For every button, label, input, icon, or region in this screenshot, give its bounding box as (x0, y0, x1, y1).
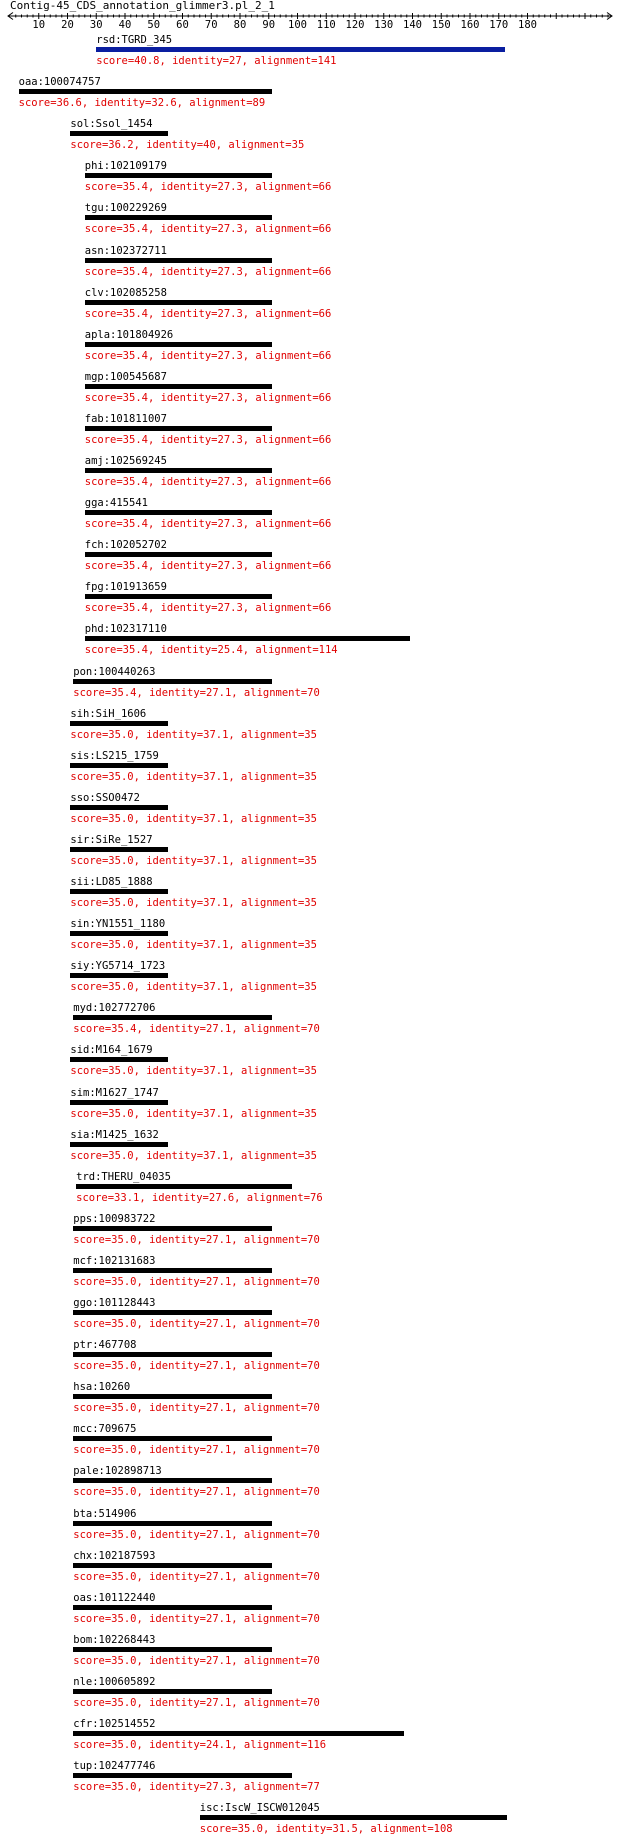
hit-track (0, 371, 620, 407)
hit-track (0, 1676, 620, 1712)
hit-name[interactable]: fpg:101913659 (84, 581, 167, 594)
alignment-bar[interactable] (73, 1731, 404, 1736)
hit-name[interactable]: sin:YN1551_1180 (70, 918, 166, 931)
hit-score: score=35.4, identity=27.3, alignment=66 (84, 307, 332, 320)
ruler-tick-label: 140 (403, 19, 422, 31)
hit-track (0, 202, 620, 238)
page-title: Contig-45_CDS_annotation_glimmer3.pl_2_1 (10, 0, 275, 12)
hit-name[interactable]: trd:THERU_04035 (76, 1170, 171, 1183)
alignment-bar[interactable] (76, 1184, 292, 1189)
alignment-bar[interactable] (70, 973, 168, 978)
hit-track (0, 1297, 620, 1333)
hit-name[interactable]: ptr:467708 (73, 1339, 137, 1352)
ruler-tick-label: 120 (345, 19, 365, 31)
hit-track (0, 581, 620, 617)
ruler-tick-label: 180 (518, 19, 537, 31)
hit-track (0, 455, 620, 491)
hit-name[interactable]: mgp:100545687 (84, 370, 167, 383)
hit-name[interactable]: fab:101811007 (84, 412, 167, 425)
alignment-bar[interactable] (85, 510, 272, 515)
alignment-bar[interactable] (85, 215, 272, 220)
hit-name[interactable]: pps:100983722 (73, 1212, 156, 1225)
hit-name[interactable]: bom:102268443 (73, 1633, 156, 1646)
alignment-bar[interactable] (73, 1689, 271, 1694)
hit-score: score=35.4, identity=27.3, alignment=66 (84, 560, 332, 573)
ruler-tick-label: 80 (233, 19, 247, 31)
hit-track (0, 1381, 620, 1417)
hit-track (0, 1465, 620, 1501)
hit-name[interactable]: hsa:10260 (73, 1381, 131, 1394)
ruler-tick-label: 110 (316, 19, 336, 31)
hit-name[interactable]: pale:102898713 (73, 1465, 162, 1478)
ruler-tick-label: 50 (147, 19, 161, 31)
ruler-tick-label: 60 (176, 19, 189, 31)
hit-name[interactable]: sso:SSO0472 (70, 791, 140, 804)
hit-track (0, 34, 620, 70)
hit-name[interactable]: sis:LS215_1759 (70, 749, 159, 762)
alignment-bar[interactable] (73, 679, 271, 684)
hit-name[interactable]: bta:514906 (73, 1507, 137, 1520)
alignment-bar[interactable] (70, 1057, 168, 1062)
hit-track (0, 623, 620, 659)
hit-score: score=35.0, identity=37.1, alignment=35 (70, 897, 317, 909)
alignment-bar[interactable] (73, 1647, 271, 1652)
hit-name[interactable]: mcc:709675 (73, 1423, 137, 1436)
hit-score: score=35.4, identity=27.3, alignment=66 (84, 223, 332, 236)
hit-name[interactable]: asn:102372711 (84, 244, 167, 257)
alignment-bar[interactable] (85, 300, 272, 305)
hit-track (0, 666, 620, 702)
hit-track (0, 245, 620, 281)
hit-score: score=35.0, identity=27.1, alignment=70 (73, 1318, 320, 1330)
hit-score: score=35.4, identity=25.4, alignment=114 (84, 644, 338, 657)
alignment-bar[interactable] (70, 1142, 168, 1147)
hit-name[interactable]: ggo:101128443 (73, 1297, 156, 1309)
hit-name[interactable]: phd:102317110 (84, 623, 167, 636)
ruler-tick-label: 70 (204, 19, 218, 31)
hit-score: score=35.0, identity=37.1, alignment=35 (70, 1107, 317, 1120)
hit-name[interactable]: phi:102109179 (84, 160, 167, 173)
alignment-bar[interactable] (73, 1015, 271, 1020)
alignment-bar[interactable] (85, 173, 272, 178)
ruler-tick-label: 20 (61, 19, 74, 31)
alignment-bar[interactable] (70, 931, 168, 936)
hit-score: score=40.8, identity=27, alignment=141 (96, 55, 337, 67)
hit-track (0, 1718, 620, 1754)
hit-name[interactable]: oas:101122440 (73, 1591, 156, 1604)
hit-name[interactable]: sii:LD85_1888 (70, 876, 153, 888)
hit-score: score=35.0, identity=27.1, alignment=70 (73, 1444, 320, 1457)
hit-track (0, 413, 620, 449)
hit-track (0, 76, 620, 112)
hit-name[interactable]: chx:102187593 (73, 1549, 156, 1562)
alignment-bar[interactable] (73, 1605, 271, 1610)
ruler-tick-label: 40 (118, 19, 132, 31)
hit-track (0, 1002, 620, 1038)
hit-name[interactable]: sim:M1627_1747 (70, 1086, 159, 1099)
hit-score: score=35.4, identity=27.3, alignment=66 (84, 433, 332, 446)
hit-track (0, 1423, 620, 1459)
hit-score: score=35.4, identity=27.3, alignment=66 (84, 391, 332, 404)
hit-score: score=35.4, identity=27.3, alignment=66 (84, 265, 332, 278)
hit-score: score=35.0, identity=27.1, alignment=70 (73, 1570, 320, 1583)
hit-track (0, 708, 620, 744)
hit-name[interactable]: mcf:102131683 (73, 1254, 156, 1267)
alignment-bar[interactable] (73, 1268, 271, 1273)
hit-track (0, 1087, 620, 1123)
alignment-bar[interactable] (70, 889, 168, 894)
hit-name[interactable]: fch:102052702 (84, 539, 167, 552)
alignment-bar[interactable] (73, 1436, 271, 1441)
hit-score: score=35.0, identity=37.1, alignment=35 (70, 939, 317, 952)
hit-score: score=35.0, identity=37.1, alignment=35 (70, 981, 317, 994)
hit-track (0, 1171, 620, 1207)
hit-name[interactable]: cfr:102514552 (73, 1718, 156, 1730)
hit-score: score=35.0, identity=24.1, alignment=116 (73, 1739, 327, 1751)
ruler-tick-label: 170 (489, 19, 509, 31)
hit-name[interactable]: sid:M164_1679 (70, 1044, 153, 1057)
hit-score: score=35.0, identity=37.1, alignment=35 (70, 1065, 317, 1078)
alignment-bar[interactable] (70, 1100, 168, 1105)
hit-track (0, 792, 620, 828)
ruler-tick-label: 30 (89, 19, 103, 31)
hit-score: score=36.6, identity=32.6, alignment=89 (18, 97, 266, 110)
hit-name[interactable]: pon:100440263 (73, 665, 156, 678)
hit-score: score=35.0, identity=37.1, alignment=35 (70, 854, 317, 867)
hit-track (0, 329, 620, 365)
alignment-bar[interactable] (70, 847, 168, 852)
hit-name[interactable]: apla:101804926 (84, 328, 174, 341)
hit-name[interactable]: sia:M1425_1632 (70, 1128, 159, 1141)
alignment-bar[interactable] (85, 636, 410, 641)
ruler-tick-label: 100 (288, 19, 307, 31)
ruler-tick-label: 10 (32, 19, 46, 31)
hit-name[interactable]: isc:IscW_ISCW012045 (199, 1802, 320, 1815)
alignment-bar[interactable] (19, 89, 272, 94)
hit-track (0, 1508, 620, 1544)
hit-name[interactable]: sir:SiRe_1527 (70, 833, 153, 846)
hit-name[interactable]: clv:102085258 (84, 286, 167, 299)
hit-score: score=36.2, identity=40, alignment=35 (70, 139, 305, 152)
hit-track (0, 1592, 620, 1628)
hit-name[interactable]: rsd:TGRD_345 (96, 34, 173, 46)
hit-name[interactable]: siy:YG5714_1723 (70, 960, 166, 973)
alignment-bar[interactable] (85, 258, 272, 263)
alignment-bar[interactable] (96, 47, 504, 52)
hit-track (0, 497, 620, 533)
ruler-tick-label: 160 (460, 19, 480, 31)
hit-track (0, 1760, 620, 1796)
hit-name[interactable]: amj:102569245 (84, 455, 167, 467)
hit-track (0, 834, 620, 870)
hit-score: score=35.4, identity=27.1, alignment=70 (73, 1023, 320, 1036)
alignment-bar[interactable] (73, 1773, 292, 1778)
hit-score: score=35.4, identity=27.3, alignment=66 (84, 602, 332, 615)
hit-score: score=35.4, identity=27.1, alignment=70 (73, 686, 320, 699)
hit-score: score=35.0, identity=27.1, alignment=70 (73, 1275, 320, 1288)
hit-score: score=35.4, identity=27.3, alignment=66 (84, 476, 332, 488)
alignment-bar[interactable] (85, 594, 272, 599)
hit-score: score=35.0, identity=27.1, alignment=70 (73, 1360, 320, 1373)
hit-score: score=35.4, identity=27.3, alignment=66 (84, 349, 332, 362)
hit-score: score=35.0, identity=31.5, alignment=108 (199, 1823, 453, 1836)
hit-name[interactable]: gga:415541 (84, 497, 148, 510)
hit-score: score=35.4, identity=27.3, alignment=66 (84, 518, 332, 531)
alignment-bar[interactable] (85, 468, 272, 473)
hit-track (0, 1802, 620, 1838)
hit-score: score=33.1, identity=27.6, alignment=76 (76, 1191, 323, 1204)
alignment-bar[interactable] (70, 805, 168, 810)
alignment-bar[interactable] (85, 552, 272, 557)
hit-name[interactable]: sih:SiH_1606 (70, 707, 147, 720)
alignment-bar[interactable] (73, 1352, 271, 1357)
alignment-bar[interactable] (85, 384, 272, 389)
hit-name[interactable]: nle:100605892 (73, 1675, 156, 1688)
alignment-bar[interactable] (70, 721, 168, 726)
hit-name[interactable]: tgu:100229269 (84, 202, 167, 215)
hit-track (0, 1634, 620, 1670)
hit-track (0, 287, 620, 323)
ruler-tick-label: 150 (431, 19, 451, 31)
hit-track (0, 1213, 620, 1249)
hit-score: score=35.0, identity=37.1, alignment=35 (70, 1149, 317, 1162)
hit-score: score=35.0, identity=27.1, alignment=70 (73, 1654, 320, 1667)
alignment-bar[interactable] (73, 1394, 271, 1399)
alignment-bar[interactable] (85, 426, 272, 431)
alignment-bar[interactable] (73, 1310, 271, 1315)
hit-score: score=35.0, identity=27.3, alignment=77 (73, 1781, 320, 1794)
alignment-bar[interactable] (73, 1478, 271, 1483)
hit-score: score=35.0, identity=27.1, alignment=70 (73, 1486, 320, 1499)
hit-name[interactable]: sol:Ssol_1454 (70, 118, 153, 131)
hit-track (0, 750, 620, 786)
hit-track (0, 539, 620, 575)
hit-track (0, 1339, 620, 1375)
alignment-bar[interactable] (73, 1521, 271, 1526)
alignment-bar[interactable] (200, 1815, 508, 1820)
ruler-tick-label: 90 (262, 19, 276, 31)
hit-track (0, 960, 620, 996)
hit-track (0, 160, 620, 196)
alignment-bar[interactable] (70, 763, 168, 768)
hit-score: score=35.0, identity=27.1, alignment=70 (73, 1696, 320, 1709)
hit-track (0, 1255, 620, 1291)
hit-score: score=35.0, identity=27.1, alignment=70 (73, 1233, 320, 1246)
hit-score: score=35.0, identity=27.1, alignment=70 (73, 1528, 320, 1541)
hit-score: score=35.0, identity=37.1, alignment=35 (70, 728, 317, 741)
hit-track (0, 1550, 620, 1586)
alignment-bar[interactable] (85, 342, 272, 347)
hit-track (0, 918, 620, 954)
hit-score: score=35.4, identity=27.3, alignment=66 (84, 181, 332, 194)
hit-score: score=35.0, identity=27.1, alignment=70 (73, 1402, 320, 1415)
hit-score: score=35.0, identity=37.1, alignment=35 (70, 770, 317, 783)
hit-name[interactable]: myd:102772706 (73, 1002, 156, 1015)
hit-name[interactable]: tup:102477746 (73, 1760, 156, 1773)
hit-track (0, 1129, 620, 1165)
hit-track (0, 876, 620, 912)
alignment-bar[interactable] (70, 131, 168, 136)
hit-score: score=35.0, identity=37.1, alignment=35 (70, 812, 317, 825)
alignment-bar[interactable] (73, 1563, 271, 1568)
alignment-bar[interactable] (73, 1226, 271, 1231)
hit-name[interactable]: oaa:100074757 (18, 76, 101, 89)
hit-score: score=35.0, identity=27.1, alignment=70 (73, 1612, 320, 1625)
hit-track (0, 1044, 620, 1080)
ruler-tick-label: 130 (374, 19, 394, 31)
hit-track (0, 118, 620, 154)
